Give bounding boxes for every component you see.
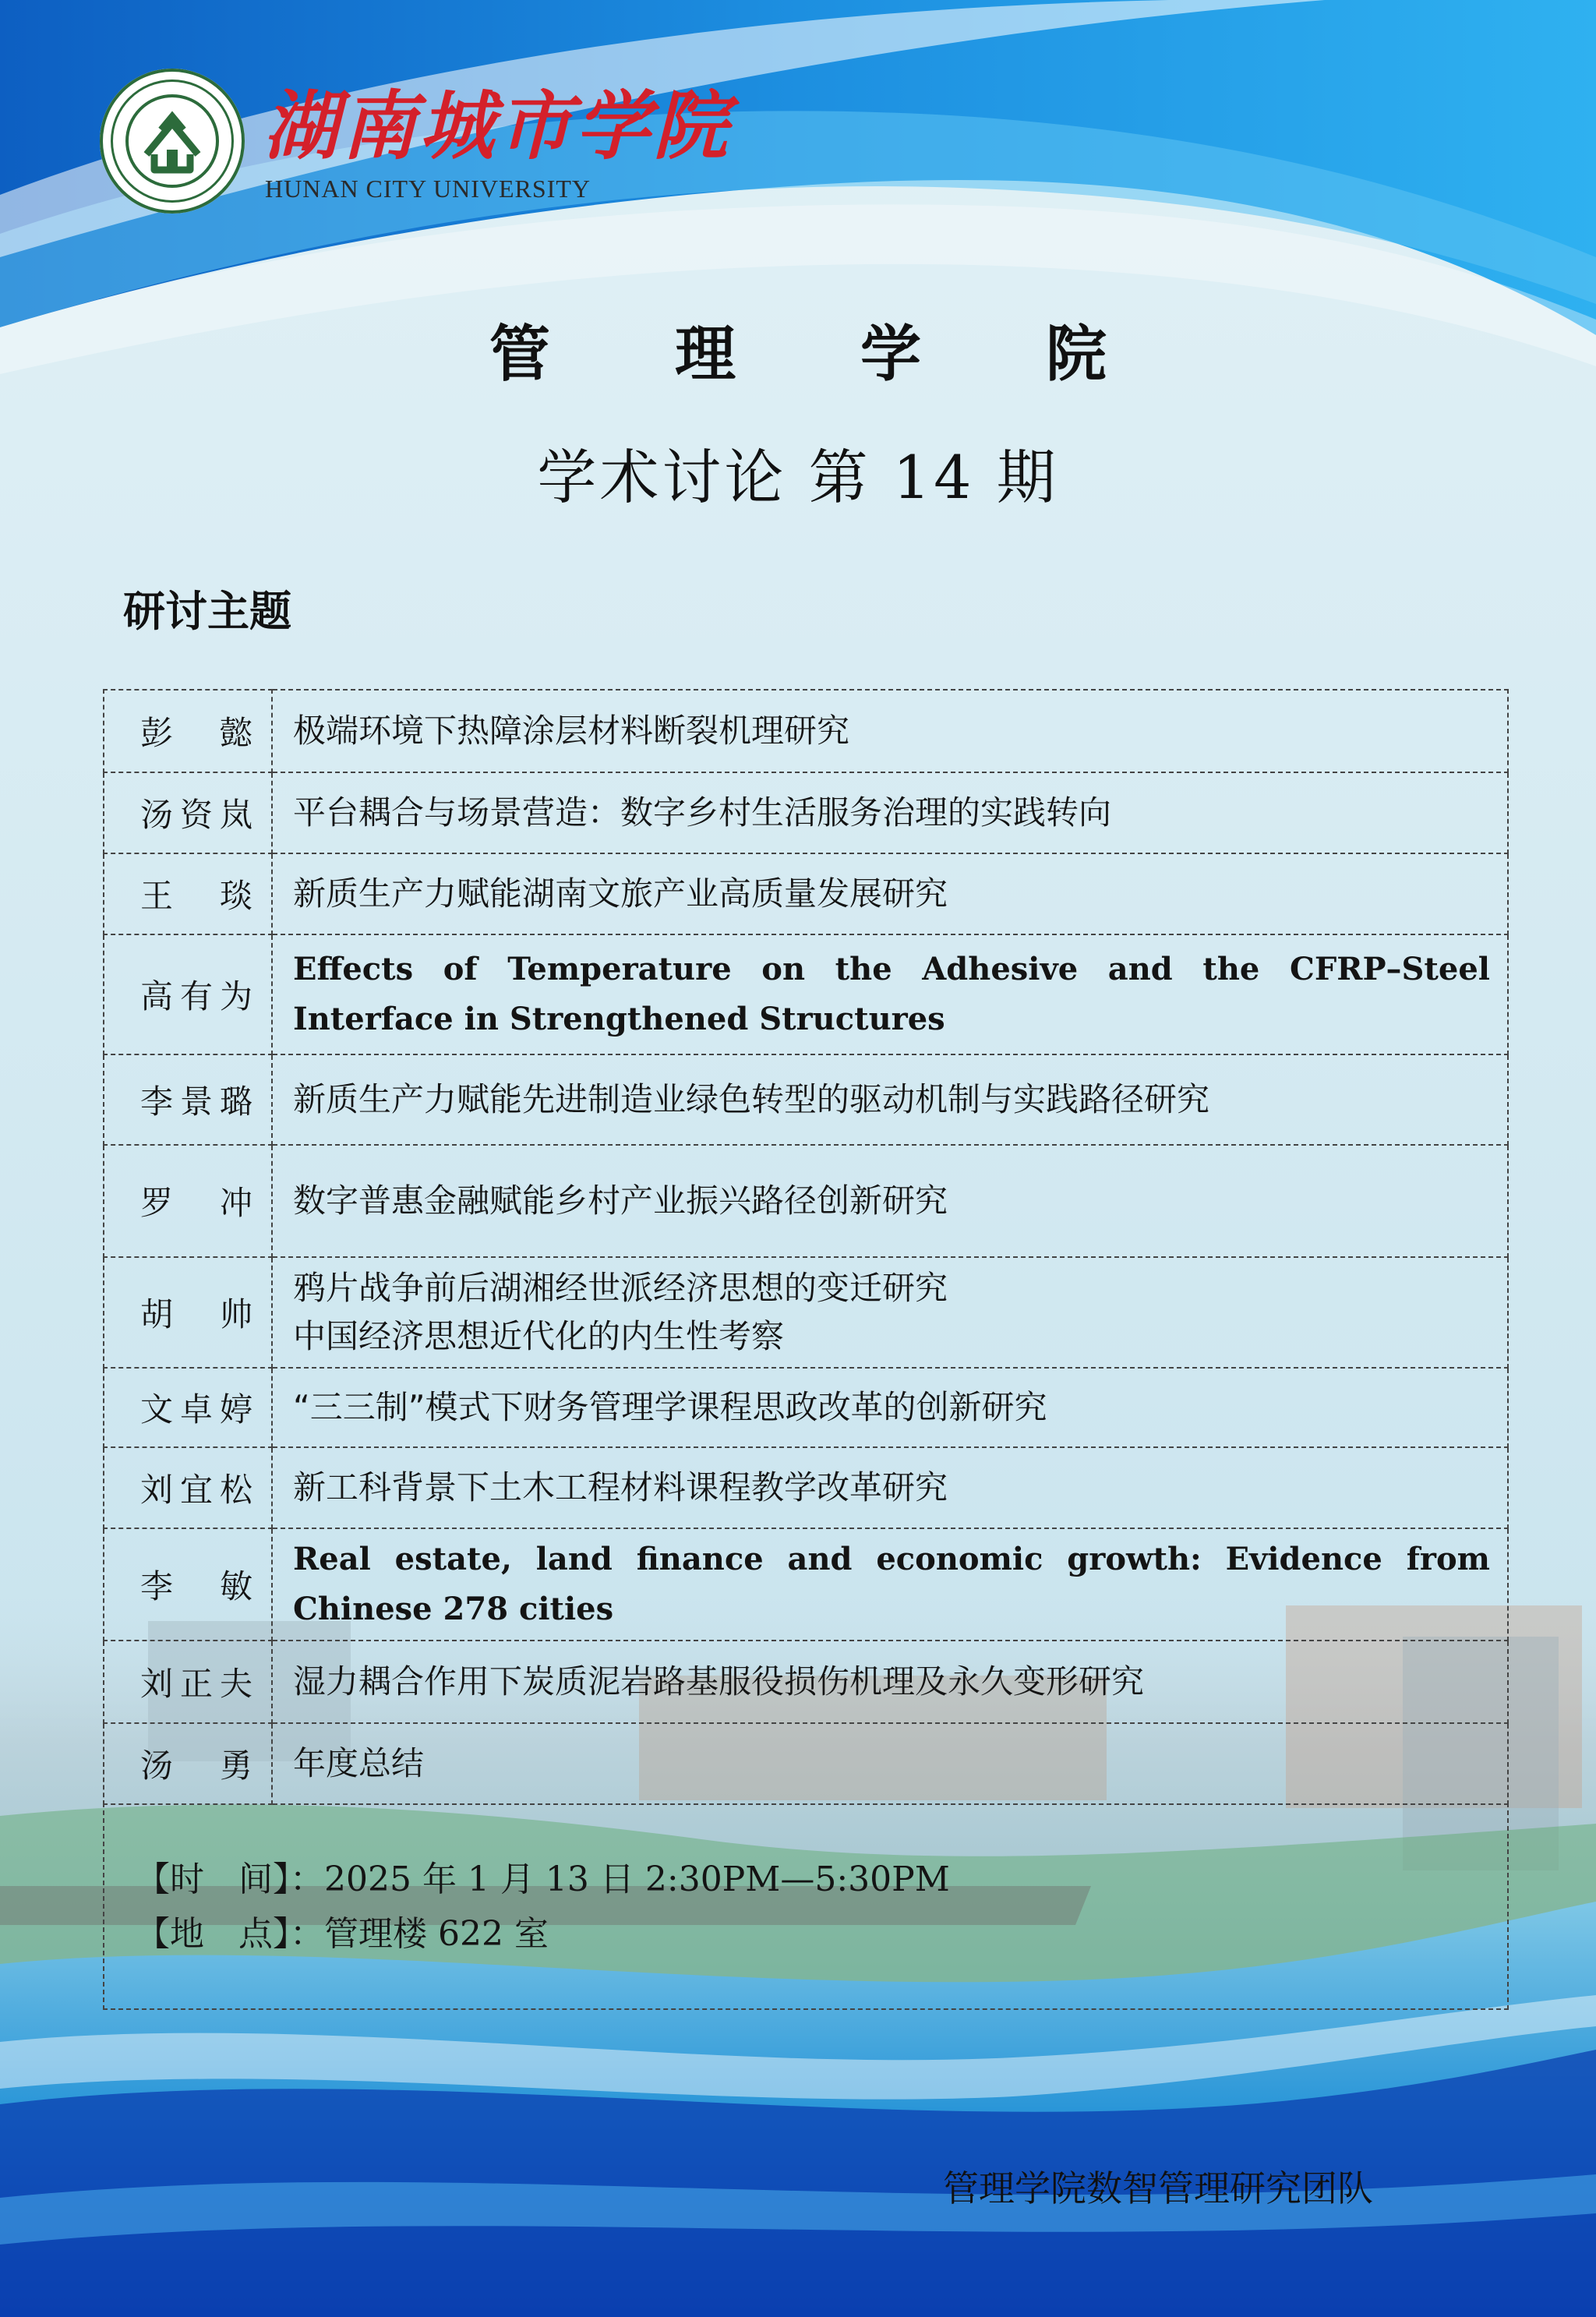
presenter-name: 王琰	[104, 853, 272, 934]
topic-title: 平台耦合与场景营造：数字乡村生活服务治理的实践转向	[272, 772, 1508, 853]
time-value: 2025 年 1 月 13 日 2:30PM—5:30PM	[324, 1860, 950, 1899]
topic-title: 数字普惠金融赋能乡村产业振兴路径创新研究	[272, 1145, 1508, 1257]
university-name-cn: 湖南城市学院	[263, 82, 731, 170]
table-row	[104, 1528, 1508, 1641]
presenter-name: 彭懿	[104, 690, 272, 772]
table-row	[104, 772, 1508, 853]
presenter-name: 高有为	[104, 934, 272, 1054]
topics-table	[103, 689, 1509, 1805]
presenter-name: 李景璐	[104, 1054, 272, 1145]
presenter-name: 文卓婷	[104, 1368, 272, 1447]
event-info-box	[103, 1803, 1509, 2010]
presenter-name: 胡帅	[104, 1257, 272, 1368]
topic-title: Effects of Temperature on the Adhesive and the CFRP–Steel Interface in Strengthened Structures	[272, 934, 1508, 1054]
topic-title: 新质生产力赋能湖南文旅产业高质量发展研究	[272, 853, 1508, 934]
presenter-name: 汤资岚	[104, 772, 272, 853]
department-title: 管理学院	[489, 320, 1231, 390]
topic-title: Real estate, land finance and economic growth: Evidence from Chinese 278 cities	[272, 1528, 1508, 1641]
table-row	[104, 1723, 1508, 1804]
university-name-en: HUNAN CITY UNIVERSITY	[265, 175, 591, 203]
table-row	[104, 1641, 1508, 1723]
presenter-name: 汤勇	[104, 1723, 272, 1804]
topic-title: 鸦片战争前后湖湘经世派经济思想的变迁研究 中国经济思想近代化的内生性考察	[272, 1257, 1508, 1368]
presenter-name: 罗冲	[104, 1145, 272, 1257]
presenter-name: 李敏	[104, 1528, 272, 1641]
presenter-name: 刘正夫	[104, 1641, 272, 1723]
table-row	[104, 1145, 1508, 1257]
event-time	[136, 1851, 950, 1901]
table-row	[104, 853, 1508, 934]
place-label: 【地 点】：	[136, 1914, 324, 1954]
topic-title: “三三制”模式下财务管理学课程思政改革的创新研究	[272, 1368, 1508, 1447]
organizer-team: 管理学院数智管理研究团队	[943, 2167, 1373, 2209]
table-row	[104, 934, 1508, 1054]
table-row	[104, 1368, 1508, 1447]
university-seal-icon	[100, 69, 245, 214]
table-row	[104, 1447, 1508, 1528]
topic-title: 新质生产力赋能先进制造业绿色转型的驱动机制与实践路径研究	[272, 1054, 1508, 1145]
table-row	[104, 690, 1508, 772]
topic-title: 年度总结	[272, 1723, 1508, 1804]
presenter-name: 刘宜松	[104, 1447, 272, 1528]
time-label: 【时 间】：	[136, 1860, 324, 1899]
table-row	[104, 1054, 1508, 1145]
table-row	[104, 1257, 1508, 1368]
event-title: 学术讨论 第 14 期	[537, 443, 1059, 512]
topic-title: 极端环境下热障涂层材料断裂机理研究	[272, 690, 1508, 772]
topic-title: 湿力耦合作用下炭质泥岩路基服役损伤机理及永久变形研究	[272, 1641, 1508, 1723]
topic-title: 新工科背景下土木工程材料课程教学改革研究	[272, 1447, 1508, 1528]
event-place	[136, 1906, 549, 1955]
section-heading: 研讨主题	[123, 587, 291, 636]
place-value: 管理楼 622 室	[324, 1914, 549, 1954]
